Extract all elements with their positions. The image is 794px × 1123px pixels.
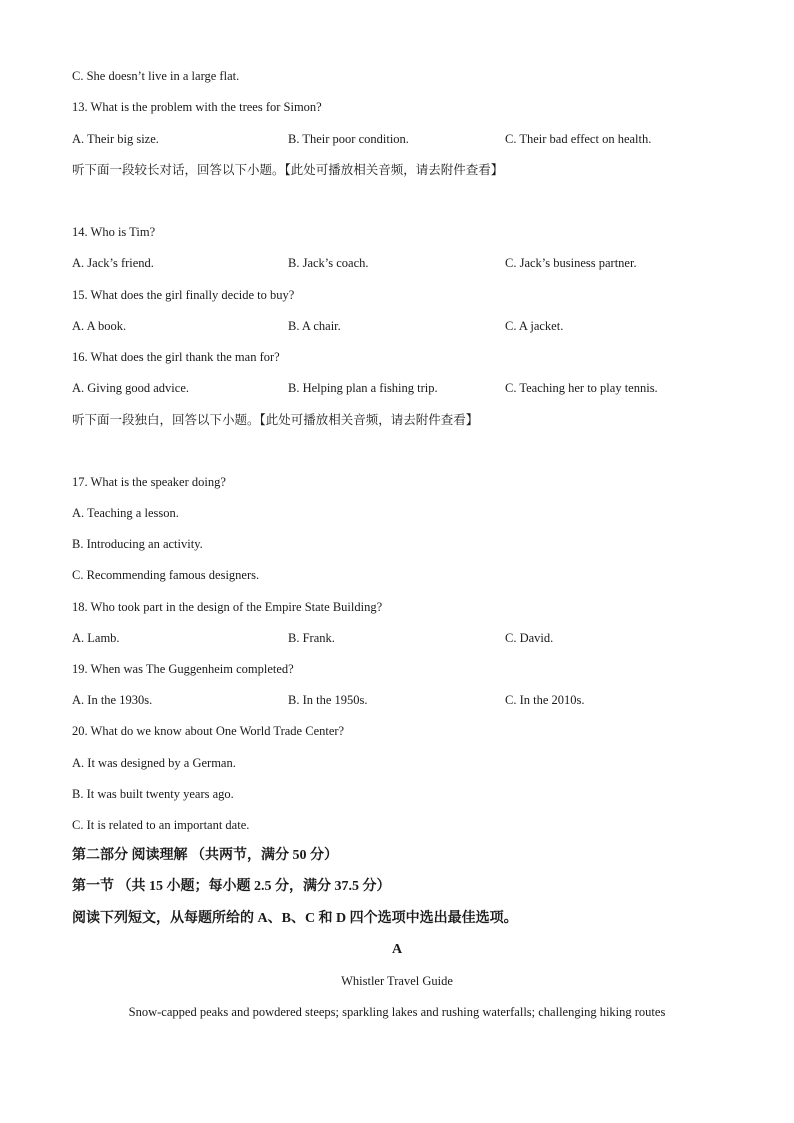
q20-question: 20. What do we know about One World Trade Center? [72,724,345,738]
q16-option-c: C. Teaching her to play tennis. [505,381,658,395]
q20-option-c: C. It is related to an important date. [72,818,250,832]
q14-option-a: A. Jack’s friend. [72,256,154,270]
monologue-instruction: 听下面一段独白，回答以下小题。【此处可播放相关音频，请去附件查看】 [72,412,479,427]
long-dialogue-instruction: 听下面一段较长对话，回答以下小题。【此处可播放相关音频，请去附件查看】 [72,162,504,177]
q15-option-a: A. A book. [72,319,127,333]
q17-option-b: B. Introducing an activity. [72,537,203,551]
q19-question: 19. When was The Guggenheim completed? [72,662,294,676]
q20-option-b: B. It was built twenty years ago. [72,787,234,801]
q13-option-c: C. Their bad effect on health. [505,132,652,146]
q20-option-a: A. It was designed by a German. [72,756,236,770]
q17-option-c: C. Recommending famous designers. [72,568,260,582]
q19-option-b: B. In the 1950s. [288,693,368,707]
q15-question: 15. What does the girl finally decide to buy? [72,288,295,302]
q14-option-b: B. Jack’s coach. [288,256,369,270]
passage-letter: A [391,942,403,957]
q17-question: 17. What is the speaker doing? [72,475,226,489]
part2-heading: 第二部分 阅读理解 （共两节，满分 50 分） [72,848,338,863]
section1-heading: 第一节 （共 15 小题；每小题 2.5 分，满分 37.5 分） [72,879,391,894]
q14-question: 14. Who is Tim? [72,225,156,239]
q18-question: 18. Who took part in the design of the Empire State Building? [72,600,383,614]
q18-option-b: B. Frank. [288,631,335,645]
q15-option-c: C. A jacket. [505,319,564,333]
q18-option-a: A. Lamb. [72,631,120,645]
reading-instruction: 阅读下列短文，从每题所给的 A、B、C 和 D 四个选项中选出最佳选项。 [72,911,518,926]
q14-option-c: C. Jack’s business partner. [505,256,637,270]
q13-option-b: B. Their poor condition. [288,132,409,146]
q16-option-b: B. Helping plan a fishing trip. [288,381,438,395]
q19-option-c: C. In the 2010s. [505,693,585,707]
passage-first-line: Snow-capped peaks and powdered steeps; sparkling lakes and rushing waterfalls; challenging hiking routes [128,1005,666,1019]
q13-option-a: A. Their big size. [72,132,159,146]
q19-option-a: A. In the 1930s. [72,693,153,707]
q12-option-c: C. She doesn’t live in a large flat. [72,69,240,83]
q18-option-c: C. David. [505,631,554,645]
passage-title: Whistler Travel Guide [341,974,453,988]
q15-option-b: B. A chair. [288,319,341,333]
q16-option-a: A. Giving good advice. [72,381,189,395]
q16-question: 16. What does the girl thank the man for? [72,350,280,364]
q17-option-a: A. Teaching a lesson. [72,506,179,520]
q13-question: 13. What is the problem with the trees for Simon? [72,100,322,114]
